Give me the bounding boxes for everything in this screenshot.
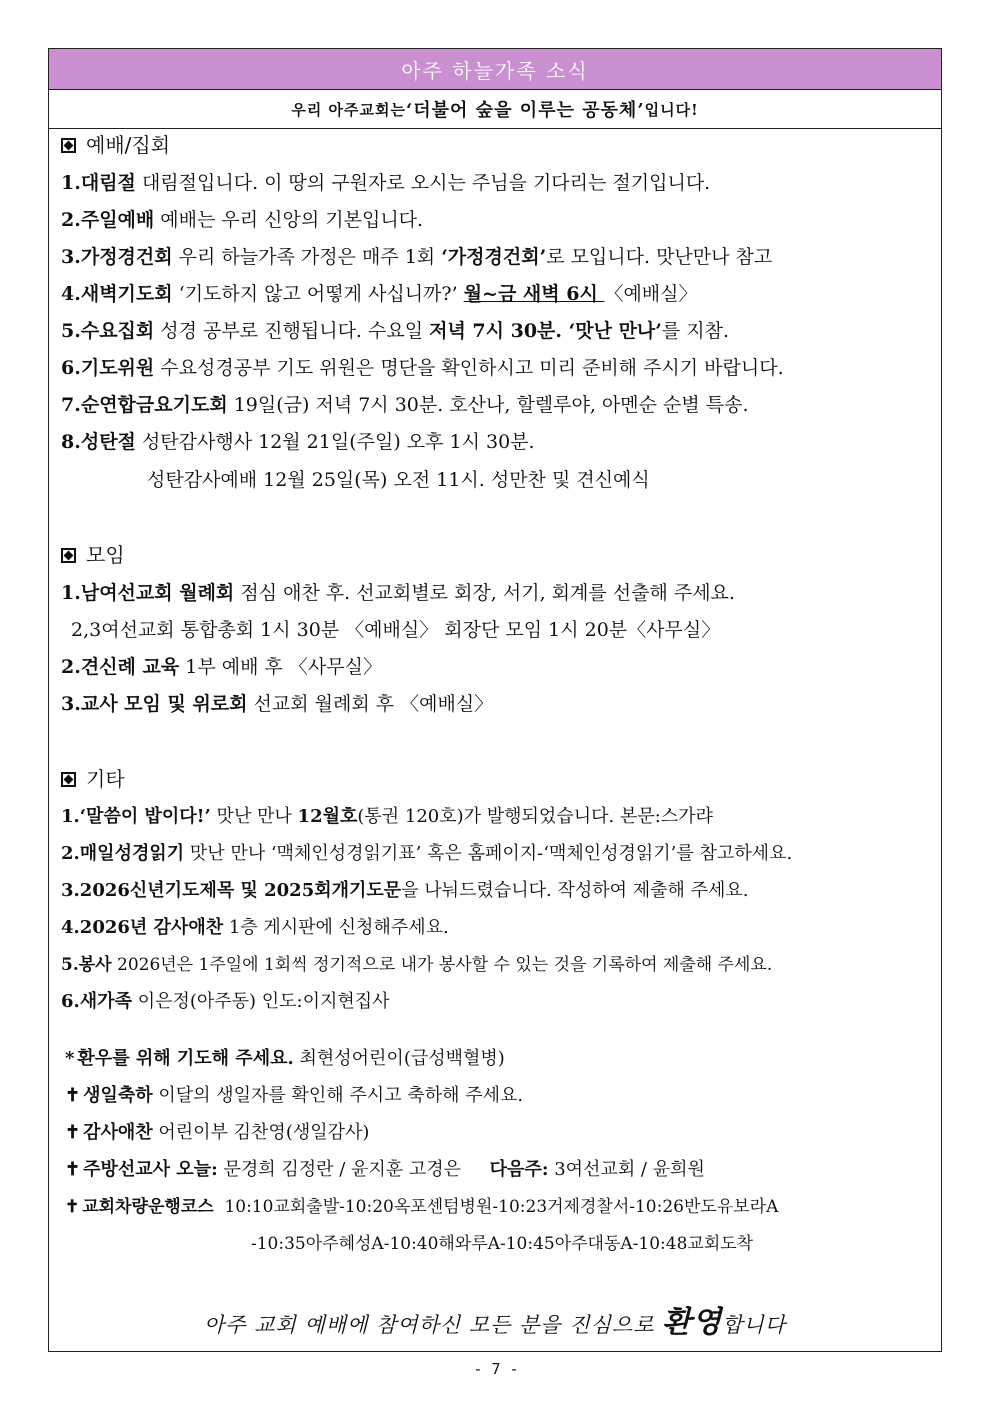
header-title: 아주 하늘가족 소식 — [401, 58, 589, 83]
note-prayer: * 환우를 위해 기도해 주세요. 최현성어린이(급성백혈병) — [65, 1048, 505, 1069]
note-thanks-meal: ✝ 감사애찬 어린이부 김찬영(생일감사) — [65, 1122, 370, 1143]
subtitle-bar — [49, 90, 941, 129]
etc-item: 2.매일성경읽기 맛난 만나 ‘맥체인성경읽기표’ 혹은 홈페이지-‘맥체인성경읽기’를 참고하세요. — [61, 843, 793, 864]
note-bus-route-cont: -10:35아주혜성A-10:40해와루A-10:45아주대동A-10:48교회도착 — [251, 1234, 754, 1254]
subtitle-post: 입니다! — [644, 100, 699, 119]
section-marker-icon — [61, 548, 76, 563]
meetings-item: 3.교사 모임 및 위로회 선교회 월례회 후 〈예배실〉 — [61, 693, 494, 715]
subtitle-pre: 우리 아주교회는 — [291, 100, 406, 119]
note-kitchen: ✝ 주방선교사 오늘: 문경희 김정란 / 윤지훈 고경은 다음주: 3여선교회 / 윤희원 — [65, 1159, 705, 1180]
worship-item: 6.기도위원 수요성경공부 기도 위원은 명단을 확인하시고 미리 준비해 주시기 바랍니다. — [61, 357, 784, 379]
note-bus-route: ✝ 교회차량운행코스 10:10교회출발-10:20옥포센텀병원-10:23거제경찰서-10:26반도유보라A — [65, 1197, 779, 1217]
section-marker-icon — [61, 772, 76, 787]
worship-item: 4.새벽기도회 ‘기도하지 않고 어떻게 사십니까?’ 월~금 새벽 6시 〈예배실〉 — [61, 283, 698, 305]
etc-item: 1.‘말씀이 밥이다!’ 맛난 만나 12월호(통권 120호)가 발행되었습니다. 본문:스가랴 — [61, 806, 713, 827]
section-marker-icon — [61, 138, 76, 153]
page-number: - 7 - — [473, 1360, 519, 1378]
note-birthday: ✝ 생일축하 이달의 생일자를 확인해 주시고 축하해 주세요. — [65, 1085, 524, 1106]
cross-icon: ✝ — [65, 1159, 81, 1180]
cross-icon: ✝ — [65, 1085, 81, 1106]
section-worship-title: 예배/집회 — [61, 132, 170, 158]
page-header — [49, 49, 941, 90]
meetings-item: 2.견신례 교육 1부 예배 후 〈사무실〉 — [61, 656, 382, 678]
worship-item: 성탄감사예배 12월 25일(목) 오전 11시. 성만찬 및 견신예식 — [147, 469, 650, 491]
section-etc-title: 기타 — [61, 766, 125, 792]
worship-item: 1.대림절 대림절입니다. 이 땅의 구원자로 오시는 주님을 기다리는 절기입니다. — [61, 172, 711, 194]
worship-item: 2.주일예배 예배는 우리 신앙의 기본입니다. — [61, 209, 424, 231]
etc-item: 5.봉사 2026년은 1주일에 1회씩 정기적으로 내가 봉사할 수 있는 것을 기록하여 제출해 주세요. — [61, 955, 773, 975]
worship-item: 5.수요집회 성경 공부로 진행됩니다. 수요일 저녁 7시 30분. ‘맛난 만나’를 지참. — [61, 320, 730, 342]
cross-icon: ✝ — [65, 1122, 81, 1143]
worship-item: 7.순연합금요기도회 19일(금) 저녁 7시 30분. 호산나, 할렐루야, 아멘순 순별 특송. — [61, 394, 749, 416]
meetings-item: 1.남여선교회 월례회 점심 애찬 후. 선교회별로 회장, 서기, 회계를 선출해 주세요. — [61, 582, 735, 604]
etc-item: 6.새가족 이은정(아주동) 인도:이지현집사 — [61, 991, 390, 1012]
cross-icon: ✝ — [65, 1197, 80, 1217]
worship-item: 8.성탄절 성탄감사행사 12월 21일(주일) 오후 1시 30분. — [61, 431, 535, 453]
meetings-item: 2,3여선교회 통합총회 1시 30분 〈예배실〉 회장단 모임 1시 20분〈사무실〉 — [71, 619, 721, 641]
worship-item: 3.가정경건회 우리 하늘가족 가정은 매주 1회 ‘가정경건회’로 모입니다. 맛난만나 참고 — [61, 246, 773, 268]
section-meetings-title: 모임 — [61, 542, 125, 568]
welcome-message: 아주 교회 예배에 참여하신 모든 분을 진심으로 환영합니다 — [204, 1305, 786, 1340]
etc-item: 4.2026년 감사애찬 1층 게시판에 신청해주세요. — [61, 917, 449, 938]
newsletter-frame — [48, 48, 942, 1352]
subtitle-quote: ‘더불어 숲을 이루는 공동체’ — [405, 100, 645, 121]
etc-item: 3.2026신년기도제목 및 2025회개기도문을 나눠드렸습니다. 작성하여 제출해 주세요. — [61, 880, 749, 901]
